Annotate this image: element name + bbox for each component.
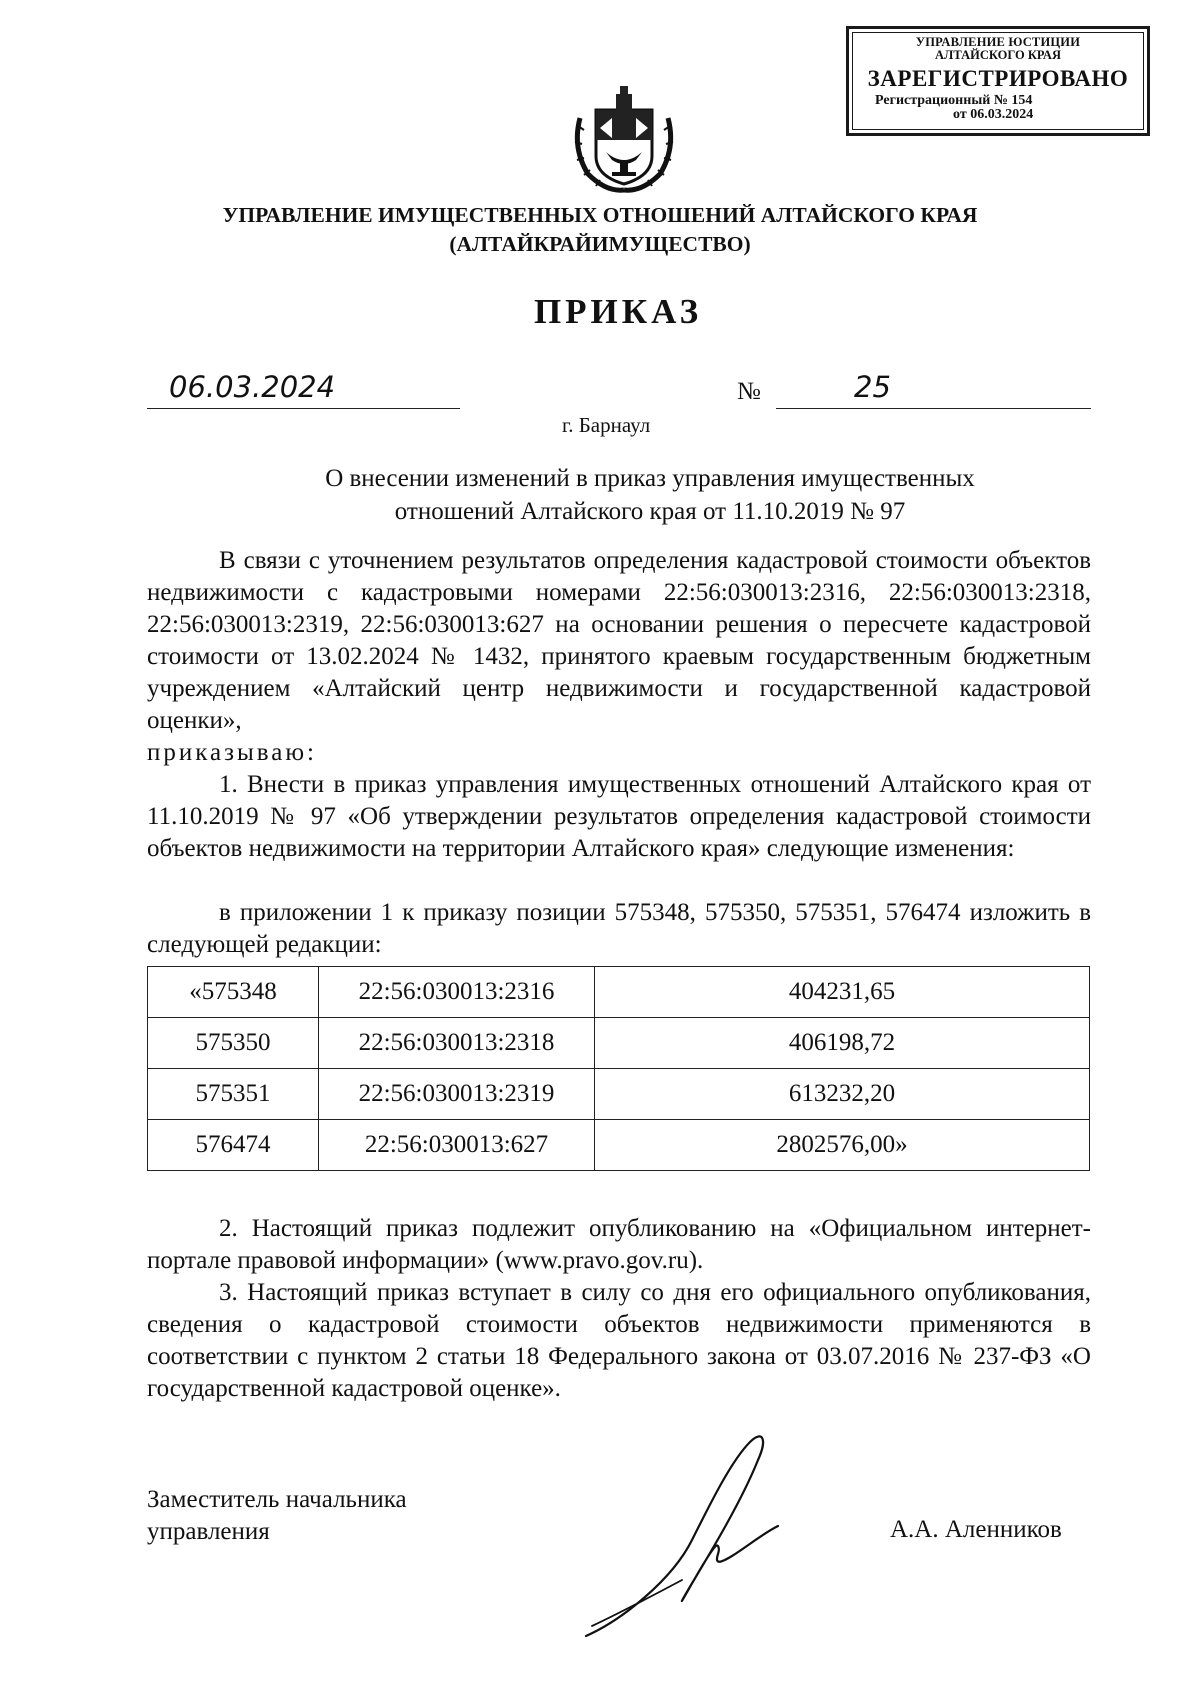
table-row <box>148 1018 1090 1069</box>
cadastral-number-cell: 22:56:030013:2319 <box>319 1069 595 1120</box>
position-cell: 575350 <box>148 1018 319 1069</box>
item-1-subparagraph: в приложении 1 к приказу позиции 575348, 575350, 575351, 576474 изложить в следующей редакции: <box>147 899 1091 958</box>
signatory-position <box>147 1484 407 1548</box>
item-2-paragraph: 2. Настоящий приказ подлежит опубликованию на «Официальном интернет-портале правовой информации» (www.pravo.gov.ru). <box>147 1215 1091 1274</box>
number-sign: № <box>737 378 761 405</box>
item-1-paragraph: 1. Внести в приказ управления имущественных отношений Алтайского края от 11.10.2019 № 97 «Об утверждении результатов определения кадастровой стоимости объектов недвижимости на территории Алтайского края» следующие изменения: <box>147 771 1091 862</box>
position-cell: 575351 <box>148 1069 319 1120</box>
cadastral-value-cell: 404231,65 <box>595 967 1090 1018</box>
org-short-name: (АЛТАЙКРАЙИМУЩЕСТВО) <box>449 232 751 256</box>
signatory-position-line-2: управления <box>147 1518 270 1545</box>
number-field <box>776 370 1091 409</box>
order-subject <box>150 462 1150 528</box>
cadastral-value-cell: 613232,20 <box>595 1069 1090 1120</box>
cadastral-value-cell: 406198,72 <box>595 1018 1090 1069</box>
stamp-reg-date: от 06.03.2024 <box>953 107 1034 122</box>
stamp-region: АЛТАЙСКОГО КРАЯ <box>935 47 1061 62</box>
item-3-paragraph: 3. Настоящий приказ вступает в силу со дня его официального опубликования, сведения о кадастровой стоимости объектов недвижимости применяются в соответствии с пунктом 2 статьи 18 Федерального закона от 03.07.2016 № 237-ФЗ «О государственной кадастровой оценке». <box>147 1279 1091 1402</box>
preamble-paragraph: В связи с уточнением результатов определения кадастровой стоимости объектов недвижимости с кадастровыми номерами 22:56:030013:2316, 22:56:030013:2318, 22:56:030013:2319, 22:56:030013:627 на основании решения о пересчете кадастровой стоимости от 13.02.2024 № 1432, принятого краевым государственным бюджетным учреждением «Алтайский центр недвижимости и государственной кадастровой оценки», <box>147 547 1091 734</box>
org-name: УПРАВЛЕНИЕ ИМУЩЕСТВЕННЫХ ОТНОШЕНИЙ АЛТАЙСКОГО КРАЯ <box>222 203 978 227</box>
document-title: ПРИКАЗ <box>533 292 703 331</box>
stamp-status: ЗАРЕГИСТРИРОВАНО <box>867 66 1129 91</box>
cadastral-number-cell: 22:56:030013:2318 <box>319 1018 595 1069</box>
coat-of-arms-icon <box>566 78 682 194</box>
handwritten-number: 25 <box>854 370 891 404</box>
stamp-reg-number: Регистрационный № 154 <box>875 93 1033 108</box>
cadastral-number-cell: 22:56:030013:2316 <box>319 967 595 1018</box>
position-cell: «575348 <box>148 967 319 1018</box>
position-cell: 576474 <box>148 1120 319 1171</box>
city: г. Барнаул <box>562 413 651 437</box>
cadastral-number-cell: 22:56:030013:627 <box>319 1120 595 1171</box>
table-row <box>148 967 1090 1018</box>
table-row <box>148 1069 1090 1120</box>
registration-stamp <box>846 26 1150 136</box>
stamp-authority: УПРАВЛЕНИЕ ЮСТИЦИИ <box>915 35 1081 49</box>
signatory-position-line-1: Заместитель начальника <box>147 1486 407 1513</box>
table-row <box>148 1120 1090 1171</box>
handwritten-signature-icon <box>582 1430 822 1640</box>
subject-line-2: отношений Алтайского края от 11.10.2019 № 97 <box>394 498 906 525</box>
date-field <box>147 370 460 409</box>
signatory-name: А.А. Аленников <box>890 1516 1062 1543</box>
cadastral-value-cell: 2802576,00» <box>595 1120 1090 1171</box>
subject-line-1: О внесении изменений в приказ управления имущественных <box>325 465 975 492</box>
order-word: приказываю: <box>147 739 317 766</box>
positions-table <box>147 966 1090 1171</box>
handwritten-date: 06.03.2024 <box>169 370 336 404</box>
